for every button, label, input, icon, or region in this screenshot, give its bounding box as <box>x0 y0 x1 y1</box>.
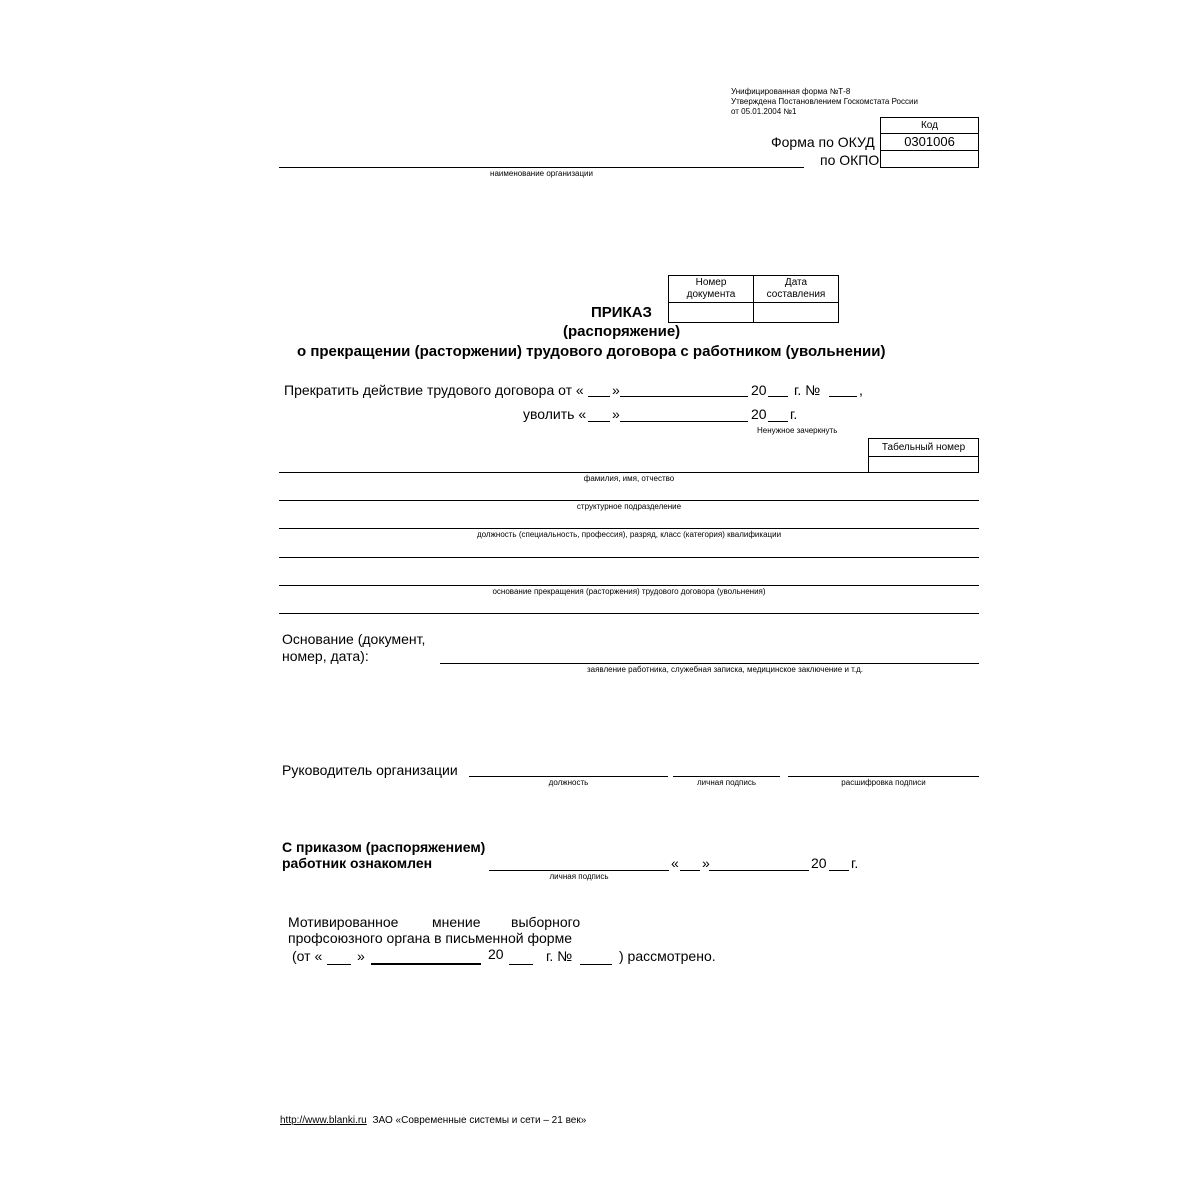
basis-field[interactable] <box>440 663 979 664</box>
okpo-label: по ОКПО <box>820 152 880 168</box>
union-word-1: Мотивированное <box>288 914 399 930</box>
head-signature-field[interactable] <box>673 776 780 777</box>
terminate-year-field[interactable] <box>768 396 788 397</box>
department-caption: структурное подразделение <box>576 502 682 511</box>
terminate-quote-close: » <box>612 382 620 398</box>
tab-number-cell[interactable] <box>868 456 979 473</box>
terminate-number-field[interactable] <box>829 396 857 397</box>
order-title: ПРИКАЗ <box>591 304 652 321</box>
terminate-number-label: г. № <box>794 382 821 398</box>
dismiss-month-field[interactable] <box>620 421 748 422</box>
head-signature-caption: личная подпись <box>697 778 756 787</box>
reason-field-line-1[interactable] <box>279 557 979 558</box>
dismiss-prefix: уволить « <box>523 406 587 422</box>
ack-label-line2: работник ознакомлен <box>282 855 433 871</box>
okud-value: 0301006 <box>904 134 955 149</box>
dismiss-quote-close: » <box>612 406 620 422</box>
reason-field-line-2[interactable] <box>279 585 979 586</box>
union-date-close: » <box>357 948 365 964</box>
dismiss-year-suffix: г. <box>790 406 798 422</box>
head-label: Руководитель организации <box>282 762 458 778</box>
terminate-comma: , <box>859 382 863 398</box>
terminate-year-prefix: 20 <box>751 382 767 398</box>
dismiss-day-field[interactable] <box>588 421 610 422</box>
basis-caption: заявление работника, служебная записка, медицинское заключение и т.д. <box>586 665 864 674</box>
head-position-field[interactable] <box>469 776 668 777</box>
head-decoding-caption: расшифровка подписи <box>841 778 926 787</box>
fio-field[interactable] <box>279 472 869 473</box>
department-field[interactable] <box>279 500 979 501</box>
doc-date-cell[interactable] <box>753 302 839 323</box>
code-header: Код <box>920 120 938 131</box>
ack-signature-caption: личная подпись <box>549 872 609 881</box>
reason-caption: основание прекращения (расторжения) трудового договора (увольнения) <box>492 587 766 596</box>
ack-year-prefix: 20 <box>811 855 827 871</box>
doc-number-header: Номер документа <box>686 277 736 300</box>
footer-url-link[interactable]: http://www.blanki.ru <box>280 1115 367 1126</box>
footer-company: ЗАО «Современные системы и сети – 21 век» <box>372 1115 587 1126</box>
union-date-open: (от « <box>292 948 323 964</box>
union-line3-end: ) рассмотрено. <box>619 948 716 964</box>
code-header-cell <box>880 117 979 134</box>
ack-month-field[interactable] <box>709 870 809 871</box>
ack-year-field[interactable] <box>829 870 849 871</box>
union-word-3: выборного <box>511 914 581 930</box>
organization-caption: наименование организации <box>490 169 593 178</box>
dismiss-year-prefix: 20 <box>751 406 767 422</box>
ack-date-open: « <box>671 855 679 871</box>
ack-label-line1: С приказом (распоряжением) <box>282 839 486 855</box>
basis-label-line1: Основание (документ, <box>282 631 426 647</box>
union-day-field[interactable] <box>327 964 351 965</box>
doc-number-header-cell <box>668 275 754 303</box>
dismiss-year-field[interactable] <box>768 421 788 422</box>
terminate-month-field[interactable] <box>620 396 748 397</box>
strike-note: Ненужное зачеркнуть <box>757 426 838 435</box>
ack-signature-field[interactable] <box>489 870 669 871</box>
doc-number-cell[interactable] <box>668 302 754 323</box>
form-approval-date-line: от 05.01.2004 №1 <box>731 107 797 116</box>
ack-day-field[interactable] <box>680 870 700 871</box>
union-number-label: г. № <box>546 948 573 964</box>
okpo-value-cell[interactable] <box>880 150 979 168</box>
position-field[interactable] <box>279 528 979 529</box>
tab-number-label: Табельный номер <box>881 442 966 453</box>
footer <box>280 1115 586 1126</box>
union-year-field[interactable] <box>509 964 533 965</box>
ack-date-close: » <box>702 855 710 871</box>
order-subject: о прекращении (расторжении) трудового договора с работником (увольнении) <box>297 343 886 360</box>
ack-year-suffix: г. <box>851 855 859 871</box>
doc-date-header: Дата составления <box>766 277 826 300</box>
form-approval-line: Утверждена Постановлением Госкомстата России <box>731 97 918 106</box>
basis-label-line2: номер, дата): <box>282 648 369 664</box>
union-line2: профсоюзного органа в письменной форме <box>288 930 572 946</box>
fio-caption: фамилия, имя, отчество <box>583 474 675 483</box>
position-caption: должность (специальность, профессия), разряд, класс (категория) квалификации <box>476 530 782 539</box>
reason-field-line-3[interactable] <box>279 613 979 614</box>
union-month-field[interactable] <box>371 963 481 965</box>
doc-date-header-cell <box>753 275 839 303</box>
terminate-day-field[interactable] <box>588 396 610 397</box>
organization-name-line[interactable] <box>279 167 804 168</box>
head-position-caption: должность <box>548 778 589 787</box>
okud-value-cell[interactable] <box>880 133 979 151</box>
head-decoding-field[interactable] <box>788 776 979 777</box>
tab-number-header-cell <box>868 438 979 457</box>
union-year-prefix: 20 <box>488 946 504 962</box>
union-word-2: мнение <box>432 914 481 930</box>
form-name-line: Унифицированная форма №Т-8 <box>731 87 851 96</box>
order-subtitle: (распоряжение) <box>563 323 681 340</box>
terminate-prefix: Прекратить действие трудового договора от « <box>284 382 584 398</box>
union-number-field[interactable] <box>580 964 612 965</box>
okud-label: Форма по ОКУД <box>771 134 875 150</box>
